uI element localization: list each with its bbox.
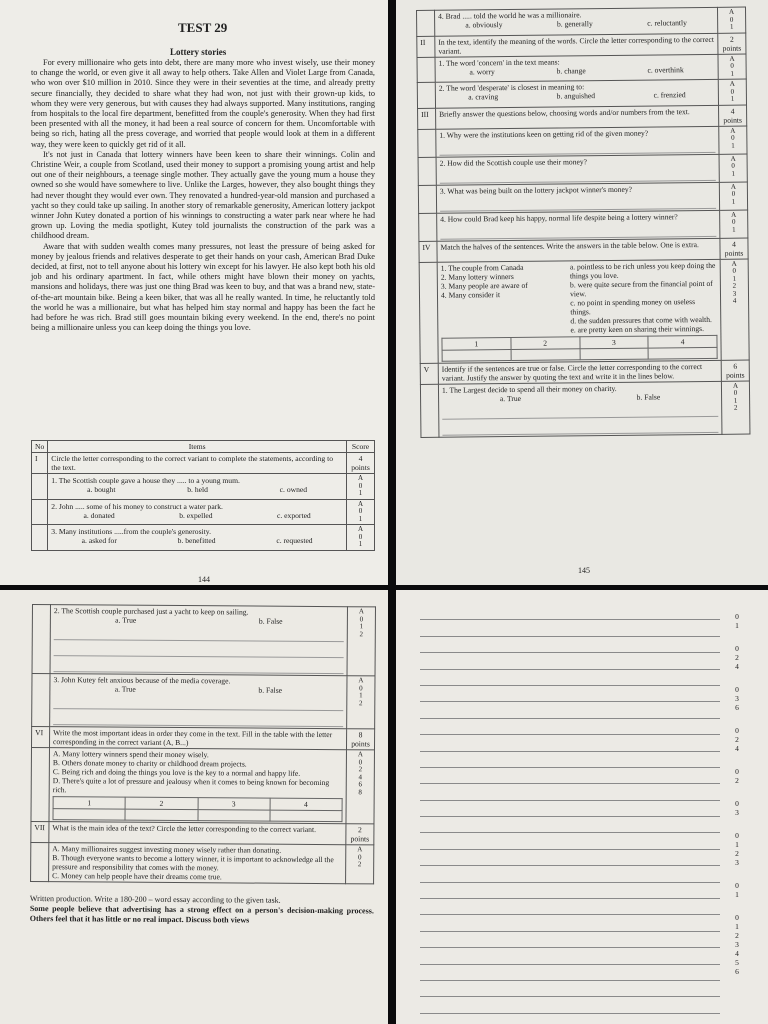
writing-lines[interactable] [420,604,720,1014]
answer-cell[interactable] [511,348,580,360]
option-c[interactable]: c. overthink [647,64,684,75]
answer-cell[interactable] [53,809,125,821]
paragraph-3: Aware that with sudden wealth comes many pressures, not least the pressure of being asked for money by jealous friends and relatives desperate to get their hands on your cash, American Brad Duke decided, at first, not to tell anyone about his lottery win except for his lawyer. He also kept both his old job and his ordinary apartment. In fact, while others might have blown their money on yachts, mansions and holidays, there was just one thing Brad was keen to buy, and that was a brand new, state-of-the-art mountain bike. Being a keen biker, that was all he really wanted. In time, he reluctantly told the world he was a millionaire, but what has helped him stay normal and happy has been the fact he had before he was rich. Brad still goes mountain biking every weekend. In the end, there's no point being a millionaire unless you can keep doing the things you love. [31,241,375,333]
writing-line[interactable] [420,653,720,669]
section-number: III [418,108,436,129]
col-items: Items [48,441,347,453]
section-number: VII [31,821,49,842]
answer-cell[interactable] [648,347,717,359]
question-2: 2. John ..... some of his money to construct a water park. [51,501,223,511]
section-instruction: Write the most important ideas in order they come in the text. Fill in the table with the letter corresponding in the correct variant (A, B...) [49,727,346,750]
match-option-b: b. were quite secure from the financial point of view. [569,278,713,298]
grid-cell-4: 4 [648,335,717,348]
task-table-3 [30,604,376,927]
tf-question-2: 2. The Scottish couple purchased just a yacht to keep on sailing. [53,606,249,617]
section-number: VI [31,727,49,748]
page-145 [396,0,768,585]
writing-line[interactable] [420,670,720,686]
section-number: V [420,363,438,384]
section-number: IV [419,241,437,262]
option-c[interactable]: c. exported [277,510,311,520]
score-column: A 0 1 [720,210,748,238]
answer-line[interactable] [442,416,718,435]
score-column: A 0 1 2 3 4 [720,259,749,360]
option-a[interactable]: a. craving [468,92,499,102]
idea-a: A. Many lottery winners spend their money wisely. [52,749,209,760]
writing-line[interactable] [420,997,720,1013]
col-no: No [32,441,48,453]
option-a[interactable]: a. bought [87,485,116,494]
answer-cell[interactable] [197,810,269,822]
score-column: A 0 1 2 [347,676,375,729]
question-3: 3. Many institutions .....from the couple's generosity. [51,527,211,536]
answer-line[interactable] [53,709,343,727]
match-left-column: 1. The couple from Canada 2. Many lottery winners 3. Many people are aware of 4. Many consider it [440,262,528,300]
written-production-task: Written production. Write a 180-200 – word essay according to the given task. [29,893,281,905]
option-a[interactable]: a. obviously [465,20,503,30]
short-question-3: 3. What was being built on the lottery jackpot winner's money? [439,184,633,196]
question-4: 4. Brad ..... told the world he was a millionaire. [438,10,582,21]
section-points: 4 points [720,238,748,259]
page-number: 145 [578,566,590,575]
writing-line[interactable] [420,637,720,653]
main-idea-b[interactable]: B. Though everyone wants to become a lottery winner, it is important to acknowledge all the pressure and responsibility that comes with the money. [52,853,334,873]
reading-text [31,58,375,333]
option-b[interactable]: b. benefitted [177,536,216,545]
idea-d: D. There's quite a lot of pressure and jealousy when it comes to being known for becoming rich. [52,776,330,795]
score-column: A 0 2 4 6 8 [346,750,375,824]
writing-line[interactable] [420,899,720,915]
option-b[interactable]: b. held [187,485,208,494]
writing-line[interactable] [420,981,720,997]
score-column: A 0 1 [347,499,375,525]
answer-cell[interactable] [442,349,511,361]
section-points: 8 points [346,729,374,750]
word-question-2: 2. The word 'desperate' is closest in meaning to: [438,82,585,93]
option-b[interactable]: b. expelled [179,510,213,520]
writing-line[interactable] [420,620,720,636]
score-column: A 0 1 [719,154,747,182]
answer-line[interactable] [440,192,716,211]
answer-grid [52,796,342,822]
grid-cell-2: 2 [125,797,197,810]
grid-cell-1: 1 [442,337,511,350]
paragraph-2: It's not just in Canada that lottery winners have been keen to share their winnings. Colin and Christine Weir, a couple from Scotland, used their money to support a promising young artist and help out one of their neighbours, a teenage single mother. They actually gave the young mum a house they owned so she would have somewhere to live. Unlike the Larges, however, they also bought things they had never thought they would ever own. They renovated a hundred-year-old mansion and purchased a yacht so they could take up sailing. In another story of remarkable generosity, American lottery jackpot winner John Kutey donated a portion of his winnings to constructing a water park near where he had grown up. Loving the media spotlight, Kutey told journalists the construction of the park was a childhood dream. [31,149,375,241]
section-number: II [417,36,435,57]
option-b[interactable]: b. generally [556,19,593,29]
short-question-2: 2. How did the Scottish couple use their money? [439,156,588,168]
grid-cell-1: 1 [53,797,125,810]
idea-b: B. Others donate money to charity or childhood dream projects. [52,758,247,769]
score-margin [730,612,744,990]
writing-line[interactable] [420,735,720,751]
section-instruction: Match the halves of the sentences. Write the answers in the table below. One is extra. [437,238,720,262]
writing-line[interactable] [420,784,720,800]
answer-line[interactable] [54,656,344,674]
writing-line[interactable] [420,866,720,882]
tf-question-1: 1. The Largest decide to spend all their money on charity. [441,383,617,395]
match-option-a: a. pointless to be rich unless you keep doing the things you love. [569,260,716,280]
answer-cell[interactable] [270,810,342,822]
col-score: Score [347,441,375,453]
match-option-e: e. are pretty keen on sharing their winnings. [570,323,705,334]
option-a[interactable]: a. asked for [81,536,117,545]
score-column: A 0 2 [346,845,374,884]
option-b[interactable]: b. anguished [556,91,596,101]
section-points: 2 points [346,824,374,845]
score-marks: 0 2 4 [735,644,739,671]
score-column: A 0 1 [718,54,746,80]
writing-line[interactable] [420,932,720,948]
score-column: A 0 1 [347,525,375,551]
section-instruction: Briefly answer the questions below, choosing words and/or numbers from the text. [436,105,719,129]
section-points: 2 points [718,33,746,54]
score-column: A 0 1 2 [721,381,750,434]
task-table-2 [416,7,750,438]
writing-line[interactable] [420,948,720,964]
writing-line[interactable] [420,702,720,718]
writing-line[interactable] [420,752,720,768]
option-false[interactable]: b. False [258,685,283,695]
writing-line[interactable] [420,850,720,866]
score-marks: 0 1 [735,881,739,899]
score-marks: 0 1 [735,612,739,630]
writing-line[interactable] [420,883,720,899]
grid-cell-3: 3 [579,336,648,349]
word-question-1: 1. The word 'concern' in the text means: [438,56,560,68]
score-column: A 0 1 [719,126,747,154]
essay-prompt: Some people believe that advertising has a strong effect on a person's decision-making process. Others feel that it has little or no real impact. Discuss both views [29,904,374,925]
score-marks: 0 2 [735,767,739,785]
writing-line[interactable] [420,817,720,833]
task-table-1 [31,440,375,551]
grid-cell-4: 4 [270,798,342,811]
option-c[interactable]: c. frenzied [653,90,686,100]
section-points: 4 points [719,105,747,126]
page-146 [0,590,388,1024]
score-marks: 0 1 2 3 4 5 6 [735,913,739,976]
page-144 [0,0,388,585]
page-number: 144 [198,575,210,584]
short-question-1: 1. Why were the institutions keen on getting rid of the given money? [439,128,649,140]
match-option-c: c. no point in spending money on useless things. [570,296,696,316]
text-title: Lottery stories [170,47,227,57]
option-c[interactable]: c. reluctantly [647,18,687,28]
option-a[interactable]: a. donated [83,510,115,520]
score-marks: 0 2 4 [735,726,739,753]
score-column: A 0 1 [719,182,747,210]
writing-line[interactable] [420,604,720,620]
writing-line[interactable] [420,801,720,817]
paragraph-1: For every millionaire who gets into debt, there are many more who invest wisely, use their money to change the world, or even give it all away to help others. Take Allen and Violet Large from Canada, who won over $10 million in 2010. Since they were in their seventies at the time, and already pretty secure financially, they decided to share what they had won, not just with their grown-up kids, to whom they were very generous, but with causes they had always supported. Many institutions, ranging from hospitals to the local fire department, benefitted from the couple's generosity. When they had first been presented with all the money, it had been a real source of concern for them. Uncomfortable with being so rich, hating all the press coverage, and worried that people would look at them in a different way, they were keen to quickly get rid of it all. [31,58,375,149]
option-true[interactable]: a. True [114,684,136,694]
grid-cell-3: 3 [198,798,270,811]
main-idea-a[interactable]: A. Many millionaires suggest investing money wisely rather than donating. [52,844,282,855]
test-title: TEST 29 [178,20,228,35]
score-column: A 0 1 2 [347,607,375,676]
question-1: 1. The Scottish couple gave a house they ..... to a young mum. [51,476,240,485]
option-c[interactable]: c. owned [279,485,308,494]
page-147 [396,590,768,1024]
section-instruction: Identify if the sentences are true or false. Circle the letter corresponding to the correct variant. Justify the answer by quoting the text and write it in the lines below. [438,360,721,384]
answer-line[interactable] [440,220,716,239]
writing-line[interactable] [420,719,720,735]
section-instruction: Circle the letter corresponding to the correct variant to complete the statements, according to the text. [48,453,347,474]
idea-c: C. Being rich and doing the things you love is the key to a normal and happy life. [52,767,301,778]
score-column: A 0 1 [718,79,746,105]
score-marks: 0 1 2 3 [735,831,739,867]
writing-line[interactable] [420,915,720,931]
answer-line[interactable] [440,164,716,183]
section-points: 4 points [347,453,375,474]
score-marks: 0 3 [735,799,739,817]
match-option-d: d. the sudden pressures that come with wealth. [570,314,712,325]
section-instruction: What is the main idea of the text? Circle the letter corresponding to the correct variant. [49,822,346,845]
section-instruction: In the text, identify the meaning of the words. Circle the letter corresponding to the correct variant. [435,33,718,57]
answer-grid [441,334,717,361]
option-a[interactable]: a. worry [469,66,495,76]
option-true[interactable]: a. True [499,393,522,403]
answer-line[interactable] [439,136,715,155]
section-points: 6 points [721,360,749,381]
option-c[interactable]: c. requested [276,536,313,545]
section-number: I [32,453,48,474]
option-false[interactable]: b. False [636,391,661,402]
main-idea-c[interactable]: C. Money can help people have their dreams come true. [52,871,222,882]
writing-line[interactable] [420,768,720,784]
score-column: A 0 1 [717,7,745,33]
option-true[interactable]: a. True [115,615,137,625]
writing-line[interactable] [420,833,720,849]
short-question-4: 4. How could Brad keep his happy, normal life despite being a lottery winner? [440,211,678,224]
writing-line[interactable] [420,965,720,981]
grid-cell-2: 2 [511,336,580,349]
score-column: A 0 1 [347,474,375,500]
option-false[interactable]: b. False [258,616,283,626]
option-b[interactable]: b. change [556,65,586,76]
answer-cell[interactable] [125,809,197,821]
answer-cell[interactable] [580,348,649,360]
writing-line[interactable] [420,686,720,702]
tf-question-3: 3. John Kutey felt anxious because of the media coverage. [53,675,231,686]
score-marks: 0 3 6 [735,685,739,712]
